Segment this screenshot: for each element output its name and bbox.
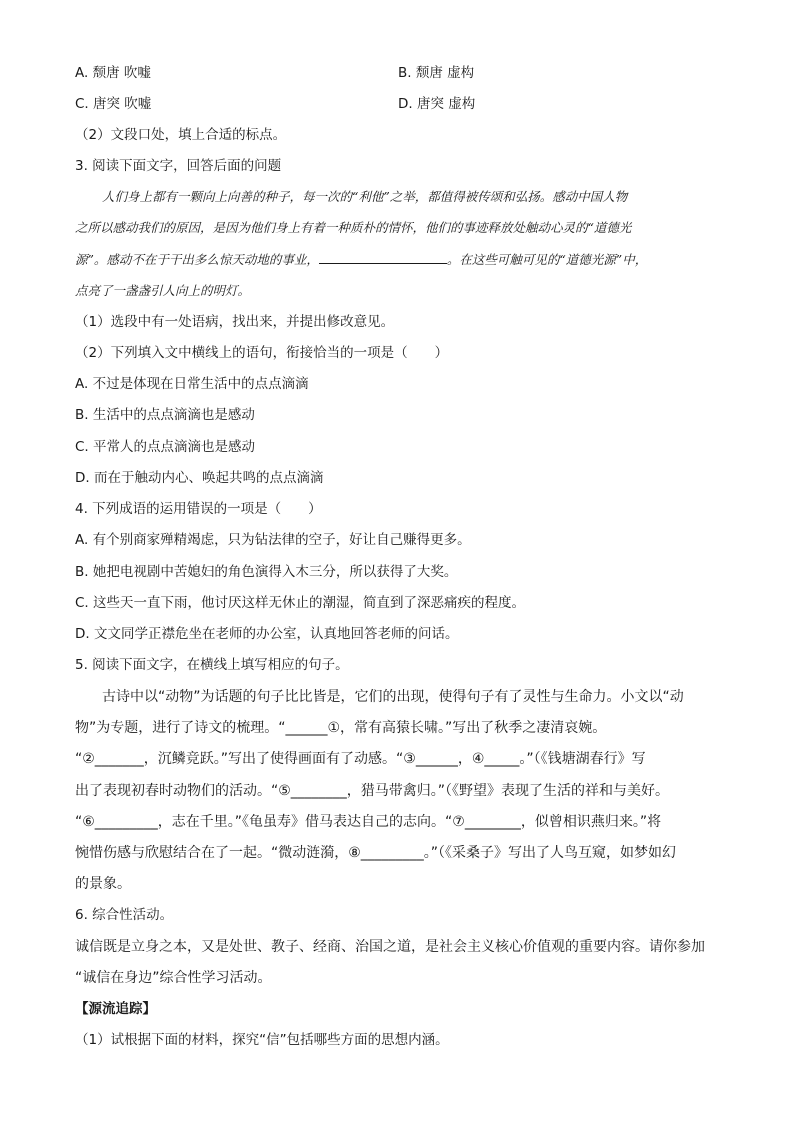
q5-line-5: “⑥_________，志在千里。”《龟虽寿》借马表达自己的志向。“⑦________，似曾相识燕归来。”将	[75, 814, 662, 830]
q3-passage-line-4: 点亮了一盏盏引人向上的明灯。	[75, 283, 251, 298]
q5-line-3: “②_______，沉鳞竞跃。”写出了使得画面有了动感。“③______，④_____。”（《钱塘湖春行》写	[75, 751, 646, 767]
q4-option-c: C. 这些天一直下雨，他讨厌这样无休止的潮湿，简直到了深恶痛疾的程度。	[75, 595, 526, 611]
q6-sub1: （1）试根据下面的材料，探究“信”包括哪些方面的思想内涵。	[75, 1032, 449, 1048]
q3-title: 3. 阅读下面文字，回答后面的问题	[75, 158, 282, 174]
q2-option-a: A. 颓唐 吹嘘	[75, 65, 151, 81]
q5-line-7: 的景象。	[75, 876, 131, 892]
q3-passage-line-3-a: 源”。感动不在于干出多么惊天动地的事业，	[75, 252, 319, 267]
q3-sub2: （2）下列填入文中横线上的语句，衔接恰当的一项是（ ）	[75, 345, 449, 361]
q5-line-2: 物”为专题，进行了诗文的梳理。“______①，常有高猿长啸。”写出了秋季之凄清哀婉。	[75, 720, 607, 736]
q4-option-d: D. 文文同学正襟危坐在老师的办公室，认真地回答老师的问话。	[75, 626, 459, 642]
q5-title: 5. 阅读下面文字，在横线上填写相应的句子。	[75, 657, 349, 673]
q5-line-4: 出了表现初春时动物们的活动。“⑤________，猎马带禽归。”（《野望》表现了生活的祥和与美好。	[75, 783, 670, 799]
q3-option-c: C. 平常人的点点滴滴也是感动	[75, 439, 256, 455]
q6-title: 6. 综合性活动。	[75, 907, 174, 923]
q4-title: 4. 下列成语的运用错误的一项是（ ）	[75, 501, 322, 517]
q5-line-6: 惋惜伤感与欣慰结合在了一起。“微动涟漪，⑧_________。”（《采桑子》写出了人鸟互窥，如梦如幻	[75, 845, 677, 861]
q3-sub1: （1）选段中有一处语病，找出来，并提出修改意见。	[75, 314, 395, 330]
q4-option-b: B. 她把电视剧中苦媳妇的角色演得入木三分，所以获得了大奖。	[75, 564, 458, 580]
q3-passage-line-2: 之所以感动我们的原因，是因为他们身上有着一种质朴的情怀，他们的事迹释放处触动心灵的“道德光	[75, 220, 632, 235]
q6-section-heading: 【源流追踪】	[75, 1001, 156, 1017]
q4-option-a: A. 有个别商家殚精竭虑，只为钻法律的空子，好让自己赚得更多。	[75, 532, 471, 548]
q2-option-d: D. 唐突 虚构	[398, 96, 476, 112]
q6-line-1: 诚信既是立身之本，又是处世、教子、经商、治国之道，是社会主义核心价值观的重要内容。请你参加	[75, 939, 705, 955]
q3-fill-blank[interactable]	[319, 250, 447, 264]
q3-option-a: A. 不过是体现在日常生活中的点点滴滴	[75, 376, 309, 392]
q5-line-1: 古诗中以“动物”为话题的句子比比皆是，它们的出现，使得句子有了灵性与生命力。小文以“动	[102, 689, 684, 705]
q3-passage-line-1: 人们身上都有一颗向上向善的种子，每一次的“利他”之举，都值得被传颂和弘扬。感动中国人物	[102, 189, 628, 204]
q6-line-2: “诚信在身边”综合性学习活动。	[75, 970, 272, 986]
q2-option-c: C. 唐突 吹嘘	[75, 96, 152, 112]
q3-passage-line-3	[75, 250, 725, 270]
q2-sub2: （2）文段口处，填上合适的标点。	[75, 127, 287, 143]
q2-option-b: B. 颓唐 虚构	[398, 65, 475, 81]
q3-passage-line-3-b: 。在这些可触可见的“道德光源”中，	[446, 252, 648, 267]
q3-option-b: B. 生活中的点点滴滴也是感动	[75, 407, 255, 423]
q3-option-d: D. 而在于触动内心、唤起共鸣的点点滴滴	[75, 470, 324, 486]
